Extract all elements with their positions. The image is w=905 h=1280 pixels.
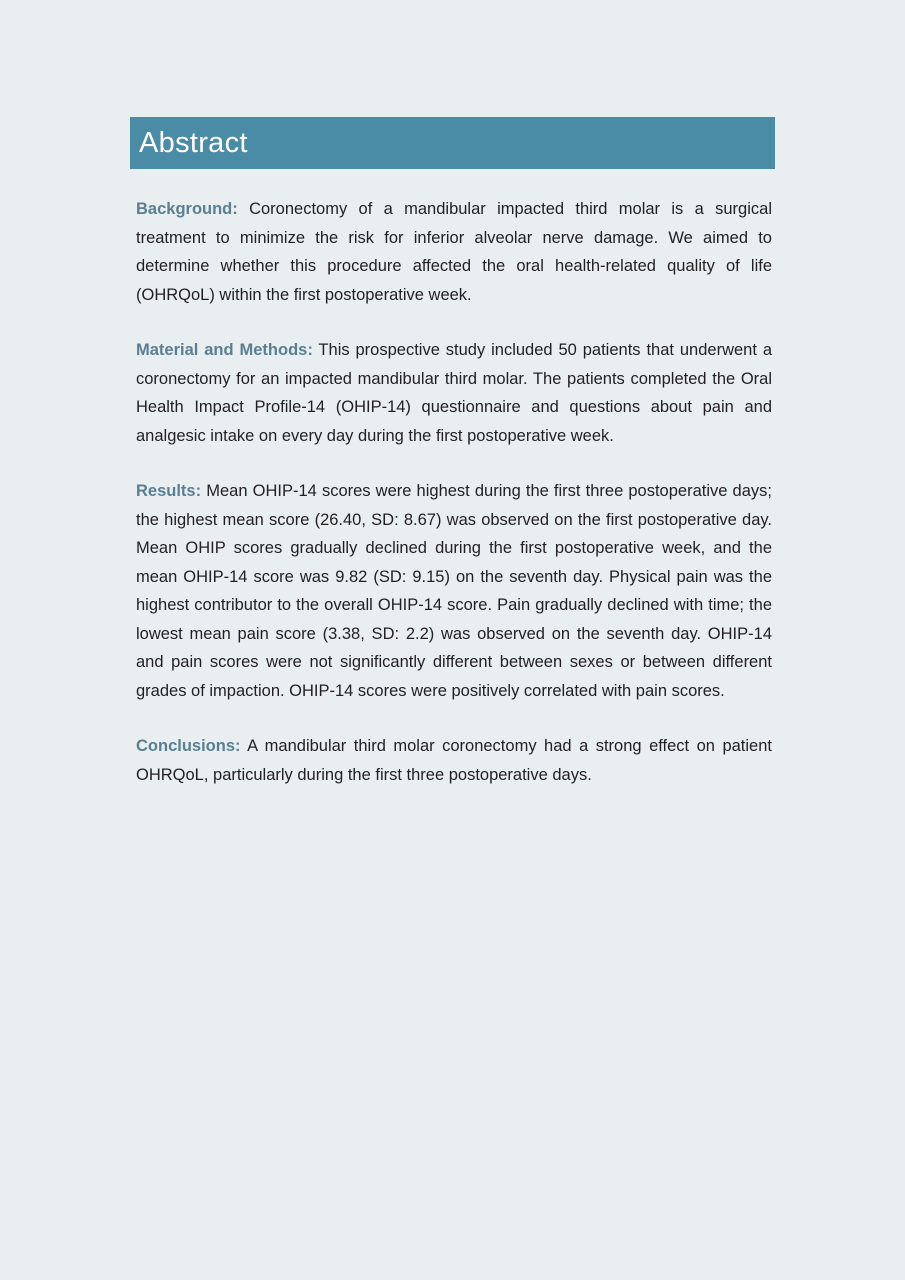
abstract-body (130, 169, 775, 789)
paragraph-results (136, 477, 772, 705)
section-title: Abstract (139, 126, 248, 159)
paragraph-material-and-methods (136, 336, 772, 450)
paragraph-results-text: Mean OHIP-14 scores were highest during the first three postoperative days; the highest mean score (26.40, SD: 8.67) was observed on the first postoperative day. Mean OHIP scores gradually declined during the first postoperative week, and the mean OHIP-14 score was 9.82 (SD: 9.15) on the seventh day. Physical pain was the highest contributor to the overall OHIP-14 score. Pain gradually declined with time; the lowest mean pain score (3.38, SD: 2.2) was observed on the seventh day. OHIP-14 and pain scores were not significantly different between sexes or between different grades of impaction. OHIP-14 scores were positively correlated with pain scores. (136, 482, 772, 700)
paragraph-background-label: Background: (136, 200, 238, 218)
paragraph-conclusions-text: A mandibular third molar coronectomy had a strong effect on patient OHRQoL, particularly during the first three postoperative days. (136, 737, 772, 784)
paragraph-conclusions-label: Conclusions: (136, 737, 241, 755)
paragraph-material-and-methods-label: Material and Methods: (136, 341, 313, 359)
paragraph-background-text: Coronectomy of a mandibular impacted third molar is a surgical treatment to minimize the risk for inferior alveolar nerve damage. We aimed to determine whether this procedure affected the oral health-related quality of life (OHRQoL) within the first postoperative week. (136, 200, 772, 304)
paragraph-conclusions (136, 732, 772, 789)
paragraph-results-label: Results: (136, 482, 202, 500)
paragraph-background (136, 195, 772, 309)
paragraph-material-and-methods-text: This prospective study included 50 patients that underwent a coronectomy for an impacted mandibular third molar. The patients completed the Oral Health Impact Profile-14 (OHIP-14) questionnaire and questions about pain and analgesic intake on every day during the first postoperative week. (136, 341, 772, 445)
abstract-section (130, 117, 775, 789)
abstract-header (130, 117, 775, 169)
